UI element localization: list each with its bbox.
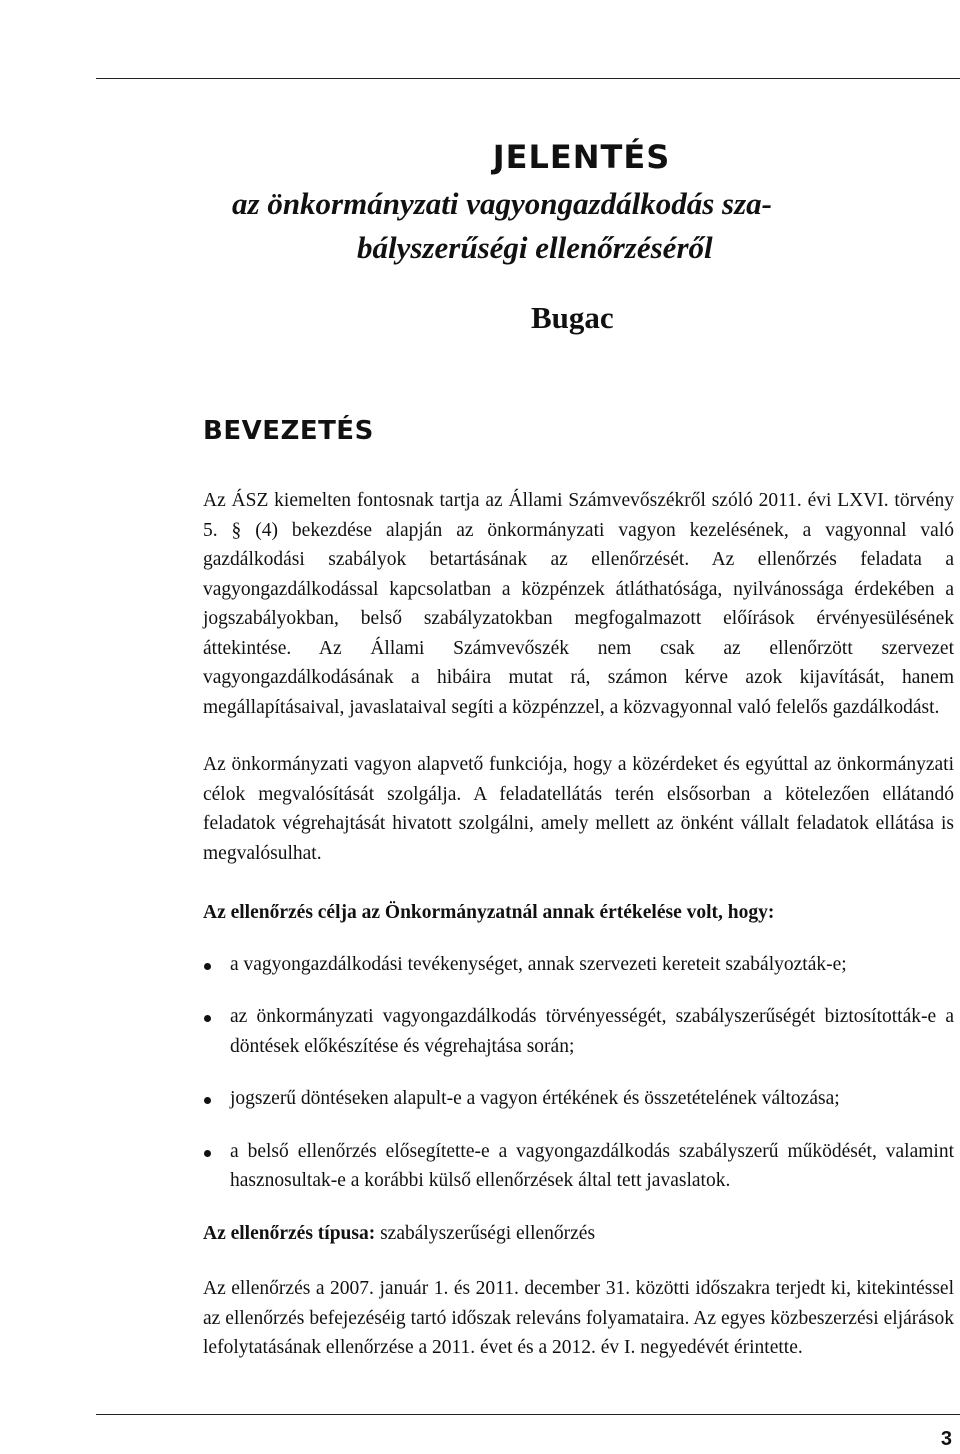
- aims-list: [203, 950, 954, 1196]
- report-subtitle-line-2: bályszerűségi ellenőrzéséről: [357, 230, 713, 265]
- list-item: a vagyongazdálkodási tevékenységet, annak szervezeti kereteit szabályozták-e;: [203, 950, 954, 980]
- list-item: az önkormányzati vagyongazdálkodás törvényességét, szabályszerűségét biztosították-e a döntések előkészítése és végrehajtása során;: [203, 1002, 954, 1061]
- paragraph-vagyon-funkcio: Az önkormányzati vagyon alapvető funkciója, hogy a közérdeket és egyúttal az önkormányzati célok megvalósítását szolgálja. A feladatellátás terén elsősorban a kötelezően ellátandó feladatok végrehajtását hivatott szolgálni, amely mellett az önként vállalt feladatok ellátása is megvalósulhat.: [203, 754, 954, 864]
- report-title: JELENTÉS: [492, 138, 671, 176]
- paragraph-intro: Az ÁSZ kiemelten fontosnak tartja az Állami Számvevőszékről szóló 2011. évi LXVI. törvény 5. § (4) bekezdése alapján az önkormányzati vagyon kezelésének, a vagyonnal való gazdálkodási szabályok betartásának az ellenőrzését. Az ellenőrzés feladata a vagyongazdálkodással kapcsolatban a közpénzek átláthatósága, nyilvánossága érdekében a jogszabályokban, belső szabályzatokban megfogalmazott előírások érvényesülésének áttekintése. Az Állami Számvevőszék nem csak az ellenőrzött szervezet vagyongazdálkodásának a hibáira mutat rá, számon kérve azok kijavítását, hanem megállapításaival, javaslataival segíti a közpénzzel, a közvagyonnal való felelős gazdálkodást.: [203, 490, 954, 718]
- audit-type-label: Az ellenőrzés típusa:: [203, 1222, 376, 1244]
- list-item: a belső ellenőrzés elősegítette-e a vagyongazdálkodás szabályszerű működését, valamint hasznosultak-e a korábbi külső ellenőrzések által tett javaslatok.: [203, 1137, 954, 1196]
- paragraph-period: Az ellenőrzés a 2007. január 1. és 2011. december 31. közötti időszakra terjedt ki, kitekintéssel az ellenőrzés befejezéséig tartó időszak releváns folyamataira. Az egyes közbeszerzési eljárások lefolytatásának ellenőrzése a 2011. évet és a 2012. év I. negyedévét érintette.: [203, 1278, 954, 1358]
- footer-rule: [96, 1414, 960, 1415]
- audit-type: [203, 1219, 954, 1249]
- list-item: jogszerű döntéseken alapult-e a vagyon értékének és összetételének változása;: [203, 1084, 954, 1114]
- section-heading: BEVEZETÉS: [203, 416, 374, 446]
- municipality-name: Bugac: [531, 300, 614, 335]
- audit-type-value: szabályszerűségi ellenőrzés: [380, 1222, 596, 1244]
- aims-heading: Az ellenőrzés célja az Önkormányzatnál annak értékelése volt, hogy:: [203, 902, 775, 923]
- page-number: 3: [940, 1428, 952, 1450]
- document-body: [203, 486, 954, 1363]
- header-rule: [96, 78, 960, 79]
- report-subtitle-line-1: az önkormányzati vagyongazdálkodás sza-: [232, 186, 772, 221]
